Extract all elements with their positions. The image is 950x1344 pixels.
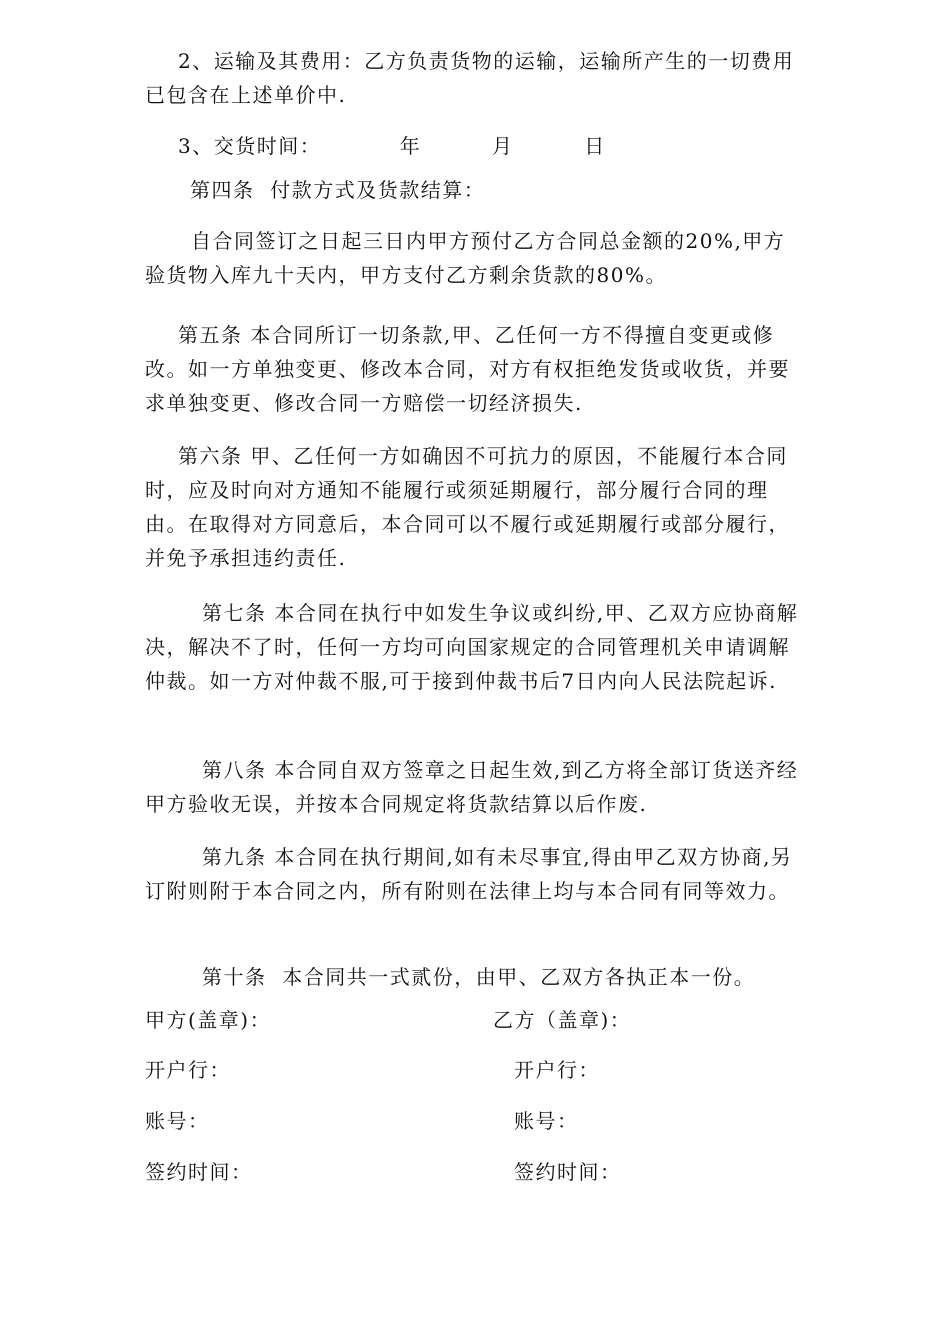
party-b-seal-label: 乙方（盖章)： <box>493 1008 632 1032</box>
party-a-seal-label: 甲方(盖章)： <box>145 1008 272 1032</box>
party-b-bank-label: 开户行： <box>514 1058 600 1082</box>
clause-transport: 2、运输及其费用：乙方负责货物的运输，运输所产生的一切费用已包含在上述单价中. <box>145 49 795 107</box>
party-b-date-label: 签约时间： <box>514 1160 622 1184</box>
party-a-date-label: 签约时间： <box>145 1160 253 1184</box>
article-7: 第七条 本合同在执行中如发生争议或纠纷,甲、乙双方应协商解决，解决不了时，任何一方均可向国家规定的合同管理机关申请调解仲裁。如一方对仲裁不服,可于接到仲裁书后7日内向人民法院起诉. <box>145 601 799 693</box>
party-b-account-label: 账号： <box>514 1109 579 1133</box>
party-a-account-label: 账号： <box>145 1109 210 1133</box>
article-9: 第九条 本合同在执行期间,如有未尽事宜,得由甲乙双方协商,另订附则附于本合同之内，所有附则在法律上均与本合同有同等效力。 <box>145 845 793 903</box>
article-4-title: 第四条 付款方式及货款结算： <box>190 178 486 202</box>
article-10: 第十条 本合同共一式贰份，由甲、乙双方各执正本一份。 <box>202 965 756 989</box>
article-6: 第六条 甲、乙任何一方如确因不可抗力的原因，不能履行本合同时，应及时向对方通知不能履行或须延期履行，部分履行合同的理由。在取得对方同意后，本合同可以不履行或延期履行或部分履行，并免予承担违约责任. <box>145 444 790 570</box>
article-4-body: 自合同签订之日起三日内甲方预付乙方合同总金额的20%,甲方验货物入库九十天内，甲方支付乙方剩余货款的80%。 <box>145 229 786 287</box>
party-a-bank-label: 开户行： <box>145 1058 231 1082</box>
clause-delivery-time: 3、交货时间： 年 月 日 <box>178 134 606 158</box>
article-5: 第五条 本合同所订一切条款,甲、乙任何一方不得擅自变更或修改。如一方单独变更、修改本合同，对方有权拒绝发货或收货，并要求单独变更、修改合同一方赔偿一切经济损失. <box>145 323 790 415</box>
article-8: 第八条 本合同自双方签章之日起生效,到乙方将全部订货送齐经甲方验收无误，并按本合同规定将货款结算以后作废. <box>145 758 799 816</box>
